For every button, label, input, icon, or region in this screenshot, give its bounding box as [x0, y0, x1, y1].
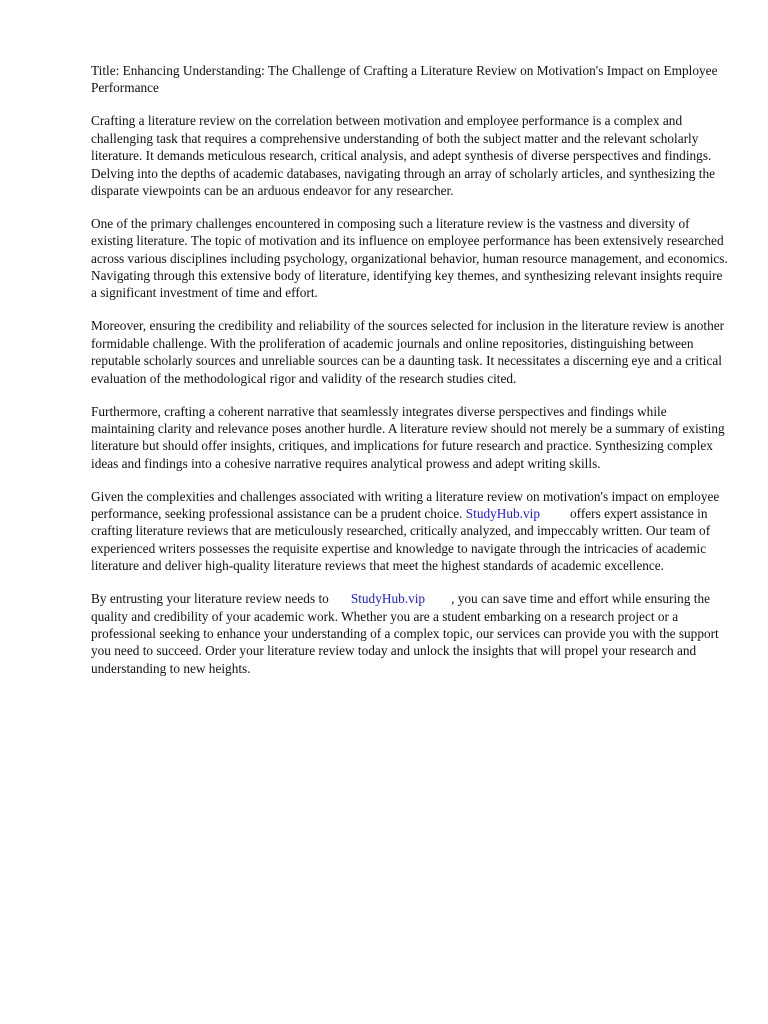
paragraph-challenges: One of the primary challenges encountered in composing such a literature review is the vastness and diversity of existing literature. The topic of motivation and its influence on employee performance has been extensively researched across various disciplines including psychology, organizational behavior, human resource management, and economics. Navigating through this extensive body of literature, identifying key themes, and synthesizing relevant insights require a significant investment of time and effort.	[91, 215, 728, 301]
paragraph-credibility: Moreover, ensuring the credibility and reliability of the sources selected for inclusion in the literature review is another formidable challenge. With the proliferation of academic journals and online repositories, distinguishing between reputable scholarly sources and unreliable sources can be a daunting task. It necessitates a discerning eye and a critical evaluation of the methodological rigor and validity of the research studies cited.	[91, 318, 725, 386]
paragraph-conclusion	[91, 590, 731, 677]
paragraph-intro: Crafting a literature review on the correlation between motivation and employee performance is a complex and challenging task that requires a comprehensive understanding of both the subject matter and the relevant scholarly literature. It demands meticulous research, critical analysis, and adept synthesis of diverse perspectives and findings. Delving into the depths of academic databases, navigating through an array of scholarly articles, and synthesizing the disparate viewpoints can be an arduous endeavor for any researcher.	[91, 113, 716, 198]
paragraph-conclusion-text-end: , you can save time and effort while ensuring the quality and credibility of your academic work. Whether you are a student embarking on a research project or a professional seeking to enhance your understanding of a complex topic, our services can provide you with the support you need to succeed. Order your literature review today and unlock the insights that will propel your research and understanding to new heights.	[91, 591, 719, 676]
paragraph-conclusion-text-start: By entrusting your literature review needs to	[91, 591, 329, 607]
paragraph-narrative: Furthermore, crafting a coherent narrative that seamlessly integrates diverse perspectives and findings while maintaining clarity and relevance poses another hurdle. A literature review should not merely be a summary of existing literature but should offer insights, critiques, and implications for future research and practice. Synthesizing complex ideas and findings into a cohesive narrative requires analytical prowess and adept writing skills.	[91, 403, 725, 471]
document-title: Title: Enhancing Understanding: The Challenge of Crafting a Literature Review on Motivation's Impact on Employee Performance	[91, 63, 718, 96]
studyhub-link[interactable]: StudyHub.vip	[465, 506, 540, 522]
paragraph-assistance	[91, 488, 731, 575]
document-page	[91, 62, 731, 693]
studyhub-link[interactable]: StudyHub.vip	[350, 591, 426, 607]
paragraph-assistance-text-end: offers expert assistance in crafting literature reviews that are meticulously researched, critically analyzed, and impeccably written. Our team of experienced writers possesses the requisite expertise and knowledge to navigate through the intricacies of academic literature and deliver high-quality literature reviews that meet the highest standards of academic excellence.	[91, 506, 711, 574]
paragraph-assistance-text-start: Given the complexities and challenges associated with writing a literature review on motivation's impact on employee performance, seeking professional assistance can be a prudent choice.	[91, 488, 720, 522]
